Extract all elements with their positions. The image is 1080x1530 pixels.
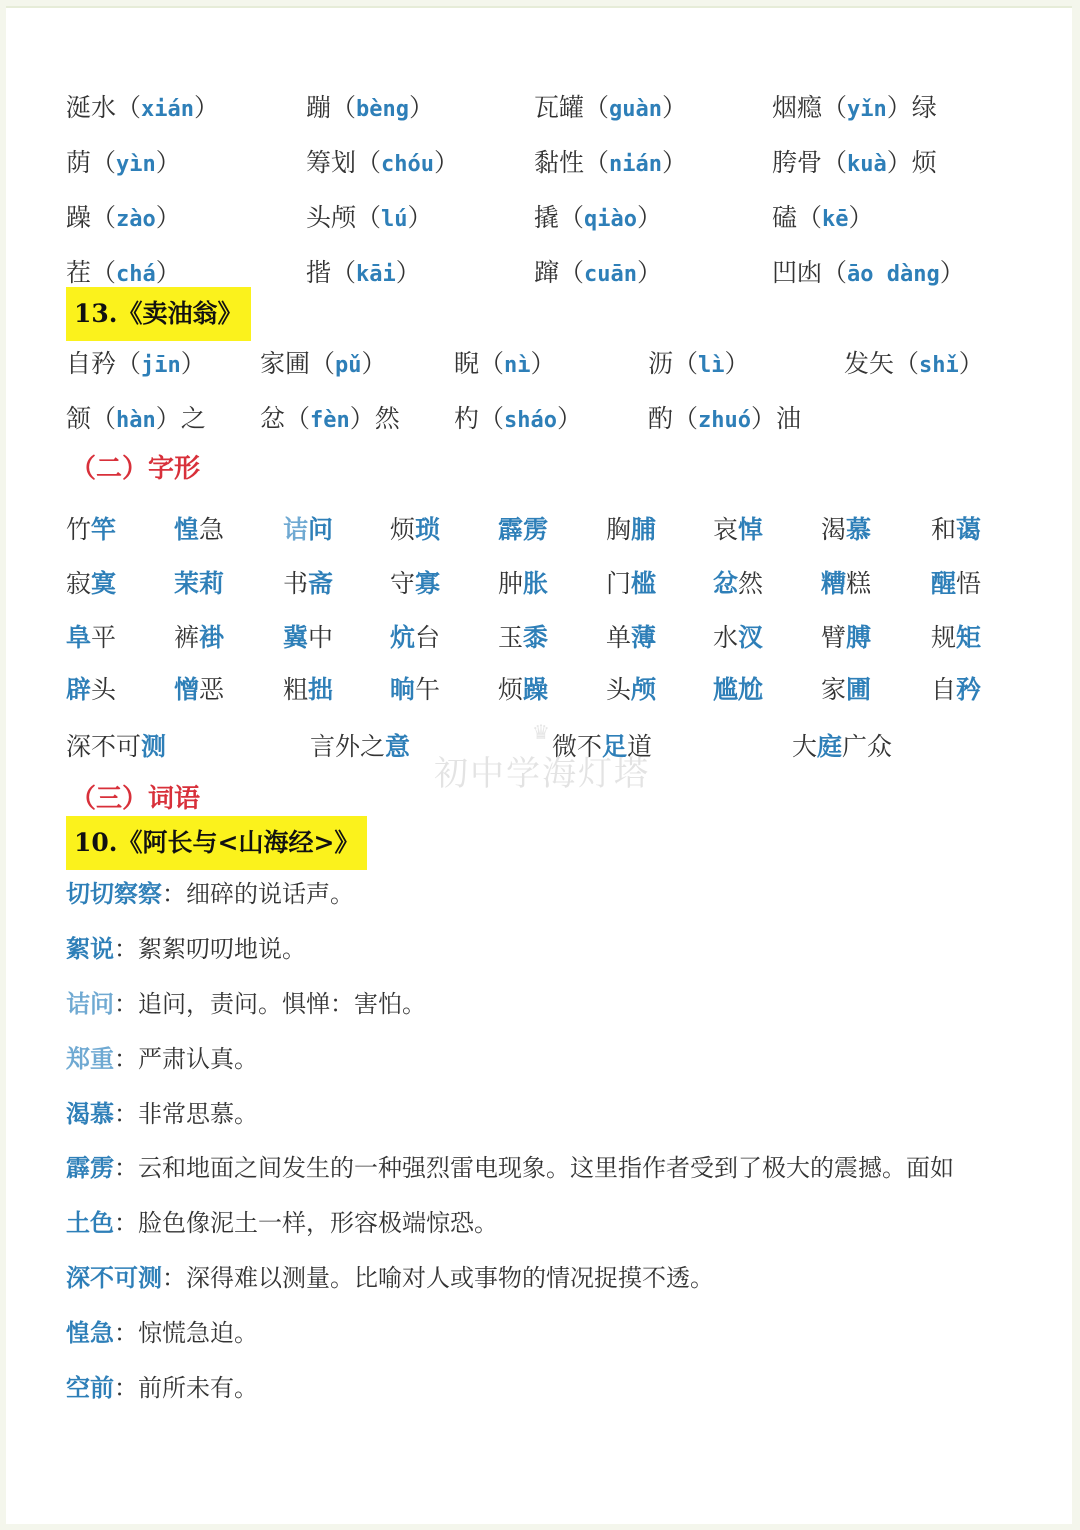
section-title-vocabulary: （三）词语 xyxy=(70,784,201,814)
entry-suffix: ） xyxy=(180,349,206,378)
entry-pinyin: guàn xyxy=(609,97,662,122)
entry-pinyin: kē xyxy=(822,207,849,232)
pinyin-entry xyxy=(772,253,965,289)
char-highlight: 躁 xyxy=(523,675,549,704)
character-pair xyxy=(66,564,116,600)
pinyin-entry xyxy=(454,344,556,380)
char-part: 晌 xyxy=(390,675,416,704)
definition-item xyxy=(66,1203,498,1238)
definition-term: 郑重 xyxy=(66,1044,114,1073)
char-part: 和 xyxy=(931,515,957,544)
char-part: 憎 xyxy=(174,675,200,704)
pinyin-entry xyxy=(306,143,459,179)
definition-term: 惶急 xyxy=(66,1318,114,1347)
char-part: 烦 xyxy=(390,515,416,544)
entry-pinyin: kuà xyxy=(847,152,887,177)
char-highlight: 矩 xyxy=(956,623,982,652)
char-highlight: 糕 xyxy=(846,569,872,598)
pinyin-entry xyxy=(260,399,400,435)
char-part: 烦 xyxy=(498,675,524,704)
entry-word: 瓦罐（ xyxy=(534,93,610,122)
entry-pinyin: nián xyxy=(609,152,662,177)
char-part: 忿 xyxy=(713,569,739,598)
char-highlight: 膊 xyxy=(846,623,872,652)
char-highlight: 脯 xyxy=(631,515,657,544)
char-highlight: 头 xyxy=(91,675,117,704)
entry-word: 黏性（ xyxy=(534,148,610,177)
idiom-highlight: 庭 xyxy=(817,732,843,761)
definition-term: 渴慕 xyxy=(66,1099,114,1128)
entry-suffix: ） xyxy=(958,349,984,378)
character-pair xyxy=(498,670,548,706)
entry-word: 烟瘾（ xyxy=(772,93,848,122)
char-highlight: 然 xyxy=(738,569,764,598)
entry-pinyin: yǐn xyxy=(847,97,887,122)
char-part: 寂 xyxy=(66,569,92,598)
char-part: 臂 xyxy=(821,623,847,652)
entry-pinyin: āo dàng xyxy=(847,262,940,287)
pinyin-entry xyxy=(772,88,937,124)
pinyin-entry xyxy=(534,143,687,179)
entry-pinyin: xián xyxy=(141,97,194,122)
pinyin-entry xyxy=(534,88,687,124)
definition-text: ：非常思慕。 xyxy=(114,1100,258,1128)
char-highlight: 槛 xyxy=(631,569,657,598)
char-highlight: 台 xyxy=(415,623,441,652)
char-part: 胸 xyxy=(606,515,632,544)
char-highlight: 寡 xyxy=(415,569,441,598)
char-part: 单 xyxy=(606,623,632,652)
entry-suffix: ）然 xyxy=(349,404,400,433)
char-part: 糟 xyxy=(821,569,847,598)
entry-suffix: ） xyxy=(724,349,750,378)
char-highlight: 竿 xyxy=(91,515,117,544)
character-pair xyxy=(390,618,440,654)
character-pair xyxy=(713,564,763,600)
definition-item xyxy=(66,1313,258,1348)
entry-word: 发矢（ xyxy=(844,349,920,378)
char-part: 自 xyxy=(931,675,957,704)
character-pair xyxy=(283,564,333,600)
char-part: 霹雳 xyxy=(498,515,549,544)
definition-term: 絮说 xyxy=(66,934,114,963)
entry-pinyin: lì xyxy=(698,353,725,378)
entry-word: 胯骨（ xyxy=(772,148,848,177)
idiom-highlight: 测 xyxy=(141,732,167,761)
document-page xyxy=(6,6,1072,1524)
char-highlight: 颅 xyxy=(631,675,657,704)
char-highlight: 黍 xyxy=(523,623,549,652)
definition-item xyxy=(66,929,306,964)
entry-pinyin: qiào xyxy=(584,207,637,232)
char-part: 守 xyxy=(390,569,416,598)
idiom-part: 道 xyxy=(627,732,653,761)
pinyin-entry xyxy=(66,344,206,380)
char-highlight: 问 xyxy=(308,515,334,544)
definition-term: 诘问 xyxy=(66,989,114,1018)
entry-word: 颔（ xyxy=(66,404,117,433)
entry-pinyin: bèng xyxy=(356,97,409,122)
char-highlight: 琐 xyxy=(415,515,441,544)
entry-pinyin: sháo xyxy=(504,408,557,433)
definition-item xyxy=(66,1258,714,1293)
entry-pinyin: fèn xyxy=(310,408,350,433)
entry-pinyin: nì xyxy=(504,353,531,378)
entry-pinyin: chá xyxy=(116,262,156,287)
definition-item xyxy=(66,1148,954,1183)
pinyin-entry xyxy=(844,344,984,380)
entry-word: 撬（ xyxy=(534,203,585,232)
entry-suffix: ） xyxy=(434,148,460,177)
char-part: 水 xyxy=(713,623,739,652)
entry-word: 磕（ xyxy=(772,203,823,232)
definition-item xyxy=(66,1368,258,1403)
entry-word: 沥（ xyxy=(648,349,699,378)
char-part: 诘 xyxy=(283,515,309,544)
character-pair xyxy=(283,510,333,546)
char-part: 粗 xyxy=(283,675,309,704)
entry-word: 凹凼（ xyxy=(772,258,848,287)
char-part: 醒 xyxy=(931,569,957,598)
character-pair xyxy=(174,564,224,600)
char-highlight: 薄 xyxy=(631,623,657,652)
character-pair xyxy=(174,618,224,654)
pinyin-entry xyxy=(306,88,434,124)
character-pair xyxy=(821,618,871,654)
entry-word: 头颅（ xyxy=(306,203,382,232)
entry-pinyin: hàn xyxy=(116,408,156,433)
definition-text: ：深得难以测量。比喻对人或事物的情况捉摸不透。 xyxy=(162,1264,714,1292)
pinyin-entry xyxy=(306,198,433,234)
entry-pinyin: chóu xyxy=(381,152,434,177)
char-part: 书 xyxy=(283,569,309,598)
entry-word: 茬（ xyxy=(66,258,117,287)
character-pair xyxy=(66,670,116,706)
entry-pinyin: zhuó xyxy=(698,408,751,433)
character-pair xyxy=(283,618,333,654)
idiom-highlight: 足 xyxy=(602,732,628,761)
idiom-highlight: 意 xyxy=(385,732,411,761)
pinyin-entry xyxy=(66,88,219,124)
char-part: 哀 xyxy=(713,515,739,544)
entry-word: 荫（ xyxy=(66,148,117,177)
watermark-crown-icon: ♛ xyxy=(532,720,550,744)
lesson-heading-10: 10.《阿长与<山海经>》 xyxy=(66,816,367,870)
character-pair xyxy=(931,564,981,600)
char-highlight: 中 xyxy=(308,623,334,652)
definition-text: ：惊慌急迫。 xyxy=(114,1319,258,1347)
entry-pinyin: zào xyxy=(116,207,156,232)
character-pair xyxy=(390,510,440,546)
entry-suffix: ）烦 xyxy=(886,148,937,177)
definition-text: ：追问，责问。惧惮：害怕。 xyxy=(114,990,426,1018)
entry-suffix: ） xyxy=(848,203,874,232)
pinyin-entry xyxy=(534,253,662,289)
definition-term: 深不可测 xyxy=(66,1263,162,1292)
entry-word: 家圃（ xyxy=(260,349,336,378)
idiom-part: 言外之 xyxy=(310,732,386,761)
definition-text: ：絮絮叨叨地说。 xyxy=(114,935,306,963)
definition-term: 霹雳 xyxy=(66,1153,114,1182)
entry-suffix: ） xyxy=(409,93,435,122)
character-pair xyxy=(66,618,116,654)
character-pair xyxy=(498,510,548,546)
character-pair xyxy=(713,670,763,706)
character-pair xyxy=(821,510,871,546)
char-highlight: 圃 xyxy=(846,675,872,704)
char-part: 裤 xyxy=(174,623,200,652)
definition-item xyxy=(66,1039,258,1074)
entry-suffix: ） xyxy=(530,349,556,378)
entry-word: 自矜（ xyxy=(66,349,142,378)
character-pair xyxy=(606,564,656,600)
char-highlight: 褂 xyxy=(199,623,225,652)
idiom-part: 深不可 xyxy=(66,732,142,761)
char-highlight: 斋 xyxy=(308,569,334,598)
definition-text: ：严肃认真。 xyxy=(114,1045,258,1073)
definition-text: ：脸色像泥土一样，形容极端惊恐。 xyxy=(114,1209,498,1237)
entry-suffix: ） xyxy=(662,93,688,122)
pinyin-entry xyxy=(772,143,937,179)
entry-pinyin: cuān xyxy=(584,262,637,287)
entry-suffix: ） xyxy=(637,258,663,287)
idiom xyxy=(310,727,410,763)
entry-pinyin: yìn xyxy=(116,152,156,177)
entry-pinyin: kāi xyxy=(356,262,396,287)
character-pair xyxy=(821,670,871,706)
char-part: 辟 xyxy=(66,675,92,704)
char-highlight: 蔼 xyxy=(956,515,982,544)
char-highlight: 恶 xyxy=(199,675,225,704)
entry-suffix: ） xyxy=(155,203,181,232)
definition-item xyxy=(66,874,354,909)
entry-word: 睨（ xyxy=(454,349,505,378)
char-highlight: 悼 xyxy=(738,515,764,544)
pinyin-entry xyxy=(260,344,387,380)
idiom xyxy=(792,727,892,763)
char-part: 冀 xyxy=(283,623,309,652)
char-part: 茉莉 xyxy=(174,569,225,598)
character-pair xyxy=(174,510,224,546)
char-part: 竹 xyxy=(66,515,92,544)
char-part: 惶 xyxy=(174,515,200,544)
char-part: 规 xyxy=(931,623,957,652)
char-highlight: 急 xyxy=(199,515,225,544)
entry-word: 躁（ xyxy=(66,203,117,232)
entry-pinyin: pǔ xyxy=(335,353,362,378)
char-highlight: 平 xyxy=(91,623,117,652)
char-part: 肿 xyxy=(498,569,524,598)
entry-suffix: ） xyxy=(155,258,181,287)
entry-suffix: ） xyxy=(407,203,433,232)
char-highlight: 胀 xyxy=(523,569,549,598)
pinyin-entry xyxy=(66,399,206,435)
char-part: 家 xyxy=(821,675,847,704)
character-pair xyxy=(713,510,763,546)
pinyin-entry xyxy=(454,399,582,435)
definition-item xyxy=(66,1094,258,1129)
character-pair xyxy=(606,618,656,654)
definition-term: 切切察察 xyxy=(66,879,162,908)
character-pair xyxy=(390,564,440,600)
character-pair xyxy=(931,618,981,654)
definition-text: ：云和地面之间发生的一种强烈雷电现象。这里指作者受到了极大的震撼。面如 xyxy=(114,1154,954,1182)
entry-suffix: ） xyxy=(194,93,220,122)
pinyin-entry xyxy=(648,399,801,435)
char-part: 头 xyxy=(606,675,632,704)
entry-word: 蹦（ xyxy=(306,93,357,122)
entry-word: 筹划（ xyxy=(306,148,382,177)
entry-suffix: ） xyxy=(939,258,965,287)
lesson-heading-13: 13.《卖油翁》 xyxy=(66,287,251,341)
char-highlight: 汊 xyxy=(738,623,764,652)
entry-pinyin: jīn xyxy=(141,353,181,378)
character-pair xyxy=(606,510,656,546)
entry-suffix: ） xyxy=(557,404,583,433)
char-part: 玉 xyxy=(498,623,524,652)
pinyin-entry xyxy=(772,198,874,234)
watermark: 初中学海灯塔 xyxy=(434,754,650,794)
character-pair xyxy=(931,670,981,706)
pinyin-entry xyxy=(66,253,181,289)
entry-suffix: ）油 xyxy=(751,404,802,433)
entry-pinyin: shǐ xyxy=(919,353,959,378)
char-part: 门 xyxy=(606,569,632,598)
pinyin-entry xyxy=(306,253,421,289)
character-pair xyxy=(606,670,656,706)
definition-item xyxy=(66,984,426,1019)
entry-suffix: ） xyxy=(361,349,387,378)
char-part: 阜 xyxy=(66,623,92,652)
entry-suffix: ）绿 xyxy=(886,93,937,122)
char-highlight: 慕 xyxy=(846,515,872,544)
entry-word: 酌（ xyxy=(648,404,699,433)
character-pair xyxy=(390,670,440,706)
pinyin-entry xyxy=(66,143,181,179)
char-highlight: 寞 xyxy=(91,569,117,598)
entry-word: 蹿（ xyxy=(534,258,585,287)
pinyin-entry xyxy=(534,198,662,234)
character-pair xyxy=(931,510,981,546)
character-pair xyxy=(283,670,333,706)
character-pair xyxy=(498,618,548,654)
entry-suffix: ）之 xyxy=(155,404,206,433)
char-part: 尴尬 xyxy=(713,675,764,704)
character-pair xyxy=(66,510,116,546)
entry-pinyin: lú xyxy=(381,207,408,232)
char-part: 炕 xyxy=(390,623,416,652)
entry-suffix: ） xyxy=(155,148,181,177)
definition-text: ：细碎的说话声。 xyxy=(162,880,354,908)
char-part: 渴 xyxy=(821,515,847,544)
char-highlight: 午 xyxy=(415,675,441,704)
character-pair xyxy=(713,618,763,654)
idiom-part: 微不 xyxy=(552,732,603,761)
definition-term: 空前 xyxy=(66,1373,114,1402)
definition-text: ：前所未有。 xyxy=(114,1374,258,1402)
entry-suffix: ） xyxy=(395,258,421,287)
char-highlight: 悟 xyxy=(956,569,982,598)
section-title-character-forms: （二）字形 xyxy=(70,454,201,484)
character-pair xyxy=(174,670,224,706)
character-pair xyxy=(821,564,871,600)
character-pair xyxy=(498,564,548,600)
entry-word: 忿（ xyxy=(260,404,311,433)
pinyin-entry xyxy=(648,344,750,380)
entry-word: 涎水（ xyxy=(66,93,142,122)
definition-term: 土色 xyxy=(66,1208,114,1237)
char-highlight: 矜 xyxy=(956,675,982,704)
entry-suffix: ） xyxy=(637,203,663,232)
entry-word: 揩（ xyxy=(306,258,357,287)
char-highlight: 拙 xyxy=(308,675,334,704)
pinyin-entry xyxy=(66,198,181,234)
idiom xyxy=(66,727,166,763)
idiom-part: 广众 xyxy=(842,732,893,761)
entry-word: 杓（ xyxy=(454,404,505,433)
entry-suffix: ） xyxy=(662,148,688,177)
idiom-part: 大 xyxy=(792,732,818,761)
